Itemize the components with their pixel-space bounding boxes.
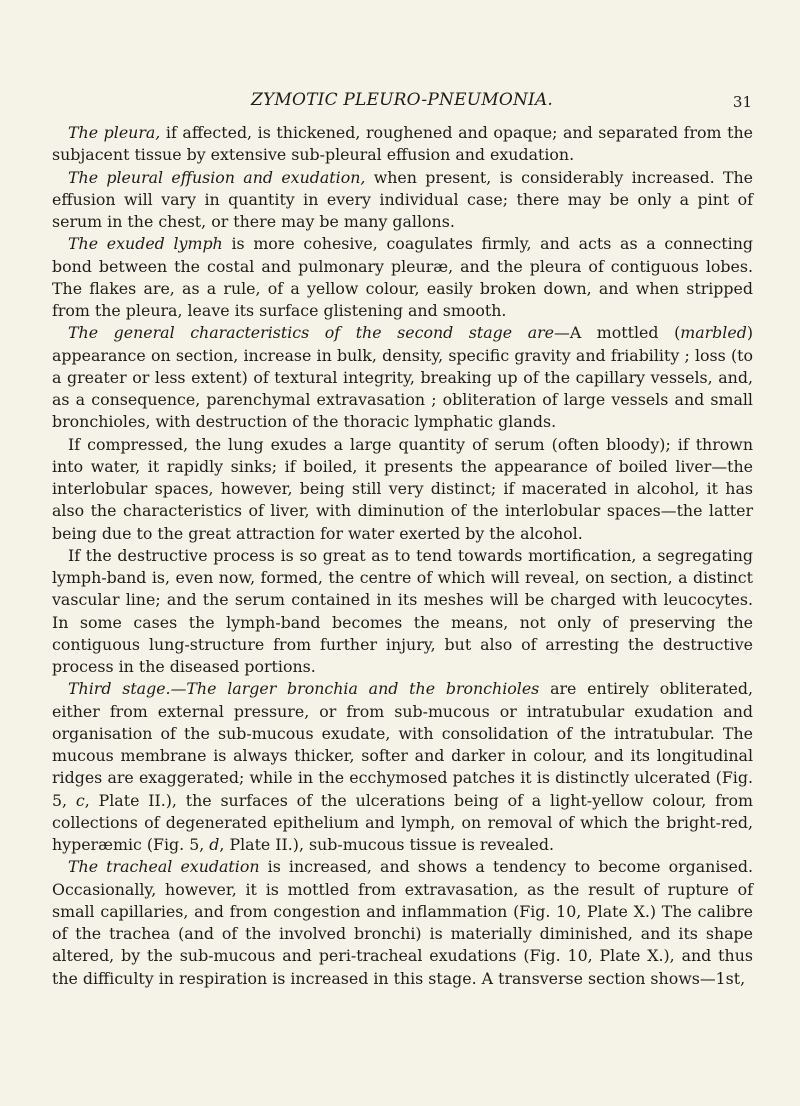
page-number: 31: [732, 93, 752, 111]
paragraph-second-stage: [52, 322, 753, 433]
paragraph-compressed-lung: [52, 434, 753, 545]
paragraph-text: If compressed, the lung exudes a large quantity of serum (often bloody); if thrown into water, it rapidly sinks; if boiled, it presents the appearance of boiled liver—the interlobular spaces, however, being still very distinct; if macerated in alcohol, it has also the characteristics of liver, with diminution of the interlobular spaces—the latter being due to the great attraction for water exerted by the alcohol.: [52, 434, 753, 543]
paragraph-text: are entirely obliterated, either from external pressure, or from sub-mucous or intratubular exudation and organisation of the sub-mucous exudate, with consolidation of the intratubular. The mucous membrane is always thicker, softer and darker in colour, and its longitudinal ridges are exaggerated; while in the ecchymosed patches it is distinctly ulcerated (Fig. 5,: [52, 679, 753, 810]
paragraph-text: if affected, is thickened, roughened and opaque; and separated from the subjacent tissue by extensive sub-pleural effusion and exudation.: [52, 123, 753, 165]
paragraph-text: is increased, and shows a tendency to become organised. Occasionally, however, it is mottled from extravasation, as the result of rupture of small capillaries, and from congestion and inflammation (Fig. 10, Plate X.) The calibre of the trachea (and of the involved bronchi) is materially diminished, and its shape altered, by the sub-mucous and peri-tracheal exudations (Fig. 10, Plate X.), and thus the difficulty in respiration is increased in this stage. A transverse section shows—1st,: [52, 857, 753, 988]
paragraph-third-stage: [52, 678, 753, 856]
figure-reference-d: d: [209, 835, 220, 854]
paragraph-lead: Third stage.—The larger bronchia and the bronchioles: [68, 679, 540, 699]
paragraph-text: is more cohesive, coagulates firmly, and acts as a connecting bond between the costal and pulmonary pleuræ, and the pleura of contiguous lobes. The flakes are, as a rule, of a yellow colour, easily broken down, and when stripped from the pleura, leave its surface glistening and smooth.: [52, 234, 753, 320]
paragraph-pleura: [52, 122, 753, 167]
paragraph-pleural-effusion: [52, 167, 753, 234]
marbled-term: marbled: [680, 323, 747, 343]
paragraph-exuded-lymph: [52, 233, 753, 322]
body-text: [52, 122, 753, 990]
paragraph-text: , Plate II.), sub-mucous tissue is revealed.: [219, 835, 554, 854]
paragraph-text: ) appearance on section, increase in bulk, density, specific gravity and friability ; loss (to a greater or less extent) of textural integrity, breaking up of the capillary vessels, and, as a consequence, parenchymal extravasation ; obliteration of large vessels and small bronchioles, with destruction of the thoracic lymphatic glands.: [52, 323, 753, 432]
paragraph-lead: The pleural effusion and exudation,: [68, 167, 366, 187]
paragraph-destructive-process: [52, 545, 753, 679]
paragraph-lead: The exuded lymph: [68, 234, 223, 254]
running-title: ZYMOTIC PLEURO-PNEUMONIA.: [250, 90, 554, 110]
page-header: [52, 76, 752, 112]
paragraph-lead: The general characteristics of the second stage are: [68, 323, 555, 343]
paragraph-text: when present, is considerably increased. The effusion will vary in quantity in every individual case; there may be only a pint of serum in the chest, or there may be many gallons.: [52, 167, 753, 231]
paragraph-tracheal-exudation: [52, 856, 753, 990]
paragraph-lead: The tracheal exudation: [68, 857, 260, 877]
paragraph-lead: The pleura,: [68, 123, 161, 142]
paragraph-text: —A mottled (: [554, 323, 681, 343]
paragraph-text: , Plate II.), the surfaces of the ulcerations being of a light-yellow colour, from collections of degenerated epithelium and lymph, on removal of which the bright-red, hyperæmic (Fig. 5,: [52, 790, 753, 854]
paragraph-text: If the destructive process is so great as to tend towards mortification, a segregating lymph-band is, even now, formed, the centre of which will reveal, on section, a distinct vascular line; and the serum contained in its meshes will be charged with leucocytes. In some cases the lymph-band becomes the means, not only of preserving the contiguous lung-structure from further injury, but also of arresting the destructive process in the diseased portions.: [52, 545, 753, 676]
figure-reference-c: c: [75, 790, 85, 810]
